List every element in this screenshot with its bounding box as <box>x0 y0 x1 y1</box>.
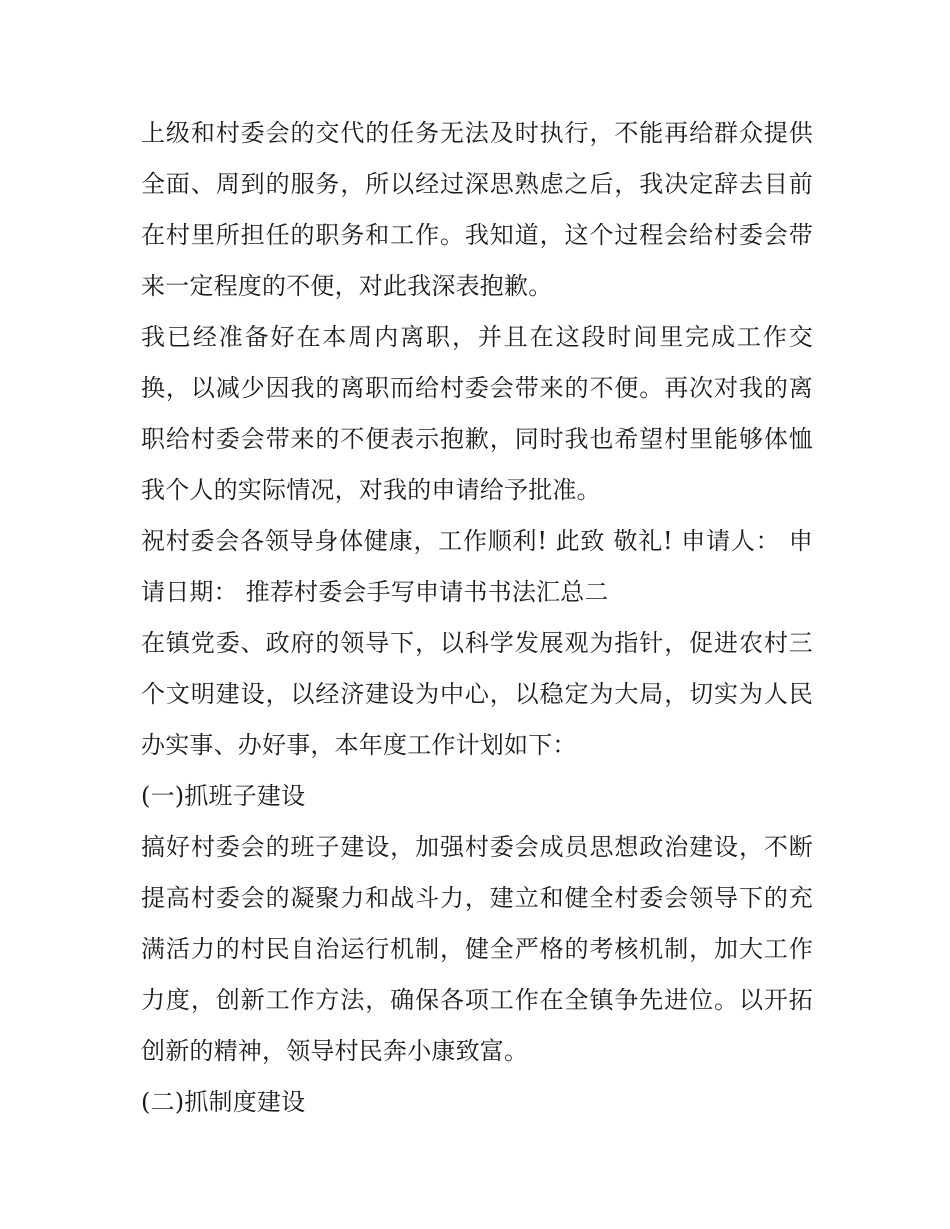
paragraph-handover: 我已经准备好在本周内离职，并且在这段时间里完成工作交换，以减少因我的离职而给村委会带来的不便。再次对我的离职给村委会带来的不便表示抱歉，同时我也希望村里能够体恤我个人的实际情况，对我的申请给予批准。 <box>141 323 813 504</box>
section-heading-system-building: (二)抓制度建设 <box>141 1088 306 1116</box>
document-body <box>141 108 813 1128</box>
paragraph-team-building: 搞好村委会的班子建设，加强村委会成员思想政治建设，不断提高村委会的凝聚力和战斗力，建立和健全村委会领导下的充满活力的村民自治运行机制，健全严格的考核机制，加大工作力度，创新工作方法，确保各项工作在全镇争先进位。以开拓创新的精神，领导村民奔小康致富。 <box>141 833 813 1065</box>
section-heading-team-building: (一)抓班子建设 <box>141 782 306 810</box>
paragraph-resignation-reason: 上级和村委会的交代的任务无法及时执行，不能再给群众提供全面、周到的服务，所以经过深思熟虑之后，我决定辞去目前在村里所担任的职务和工作。我知道，这个过程会给村委会带来一定程度的不便，对此我深表抱歉。 <box>141 119 813 300</box>
paragraph-closing: 祝村委会各领导身体健康，工作顺利! 此致 敬礼! 申请人： 申请日期： 推荐村委会手写申请书书法汇总二 <box>141 527 813 606</box>
paragraph-work-plan-intro: 在镇党委、政府的领导下，以科学发展观为指针，促进农村三个文明建设，以经济建设为中心，以稳定为大局，切实为人民办实事、办好事，本年度工作计划如下： <box>141 629 813 759</box>
